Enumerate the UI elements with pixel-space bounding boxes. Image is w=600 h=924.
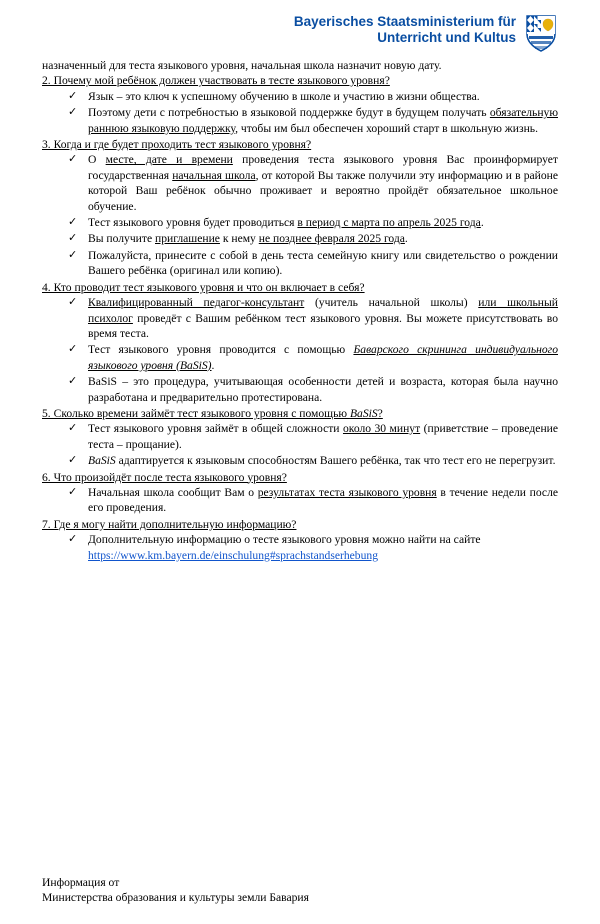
faq-question-q6: 6. Что произойдёт после теста языкового уровня? <box>42 470 287 484</box>
list-item <box>42 152 558 214</box>
text-run: Пожалуйста, принесите с собой в день теста семейную книгу или свидетельство о рождении Вашего ребёнка (оригинал или копию). <box>88 248 558 278</box>
ministry-name <box>294 14 516 47</box>
text-run: О <box>88 153 106 167</box>
list-item <box>42 453 558 468</box>
list-item-text <box>88 216 484 229</box>
check-icon: ✓ <box>68 296 78 309</box>
list-item-text <box>88 375 558 403</box>
text-run: . <box>480 216 484 230</box>
check-icon: ✓ <box>68 375 78 388</box>
list-item-text <box>88 153 558 212</box>
text-run: результатах теста языкового уровня <box>257 485 437 499</box>
info-link[interactable]: https://www.km.bayern.de/einschulung#sprachstandserhebung <box>88 548 378 562</box>
text-run: 5. Сколько времени займёт тест языкового уровня с помощью <box>42 406 350 420</box>
footer-line2: Министерства образования и культуры земли Бавария <box>42 891 309 905</box>
check-icon: ✓ <box>68 216 78 229</box>
ministry-name-line1: Bayerisches Staatsministerium für <box>293 14 516 29</box>
faq-question-q3: 3. Когда и где будет проходить тест языкового уровня? <box>42 138 312 152</box>
text-run: , от которой Вы также получили эту информацию и в районе которой Ваш ребёнок обычно проживает и вероятно пройдёт обязательное школьное обучение. <box>88 168 558 213</box>
check-icon: ✓ <box>68 232 78 245</box>
list-item-text <box>88 533 481 546</box>
faq-answer-list-q5 <box>42 421 558 468</box>
faq-question-q4: 4. Кто проводит тест языкового уровня и что он включает в себя? <box>42 280 365 294</box>
list-item-text <box>88 106 558 134</box>
text-run: Баварского скрининга индивидуального языкового уровня (BaSiS) <box>88 343 558 372</box>
text-run: BaSiS <box>88 454 116 468</box>
check-icon: ✓ <box>68 485 78 498</box>
text-run: Тест языкового уровня проводится с помощью <box>88 343 354 357</box>
list-item-text <box>88 90 480 103</box>
list-item-text <box>88 232 408 245</box>
list-item-text <box>88 454 555 467</box>
list-item <box>42 374 558 405</box>
document-header <box>42 0 558 58</box>
faq-question-q7: 7. Где я могу найти дополнительную информацию? <box>42 517 297 531</box>
list-item-text <box>88 422 558 450</box>
check-icon: ✓ <box>68 106 78 119</box>
text-run: в течение недели после его проведения. <box>88 485 559 515</box>
continued-paragraph: назначенный для теста языкового уровня, начальная школа назначит новую дату. <box>42 59 442 72</box>
text-run: адаптируется к языковым способностям Вашего ребёнка, так что тест его не перегрузит. <box>115 454 556 468</box>
text-run: ? <box>377 406 383 420</box>
text-run: около 30 минут <box>342 422 421 436</box>
text-run: Дополнительную информацию о тесте языкового уровня можно найти на сайте <box>88 533 481 547</box>
list-item-text <box>88 343 558 371</box>
check-icon: ✓ <box>68 248 78 261</box>
list-item <box>42 532 558 563</box>
text-run: Поэтому дети с потребностью в языковой поддержке будут в будущем получать <box>88 106 490 120</box>
check-icon: ✓ <box>68 89 78 102</box>
list-item-text <box>88 296 558 340</box>
list-item-text <box>88 486 558 514</box>
faq-answer-list-q2 <box>42 89 558 136</box>
text-run: к нему <box>219 232 259 246</box>
document-content <box>42 58 558 563</box>
faq-sections <box>42 73 558 563</box>
text-run: . <box>404 232 408 246</box>
text-run: Тест языкового уровня займёт в общей сложности <box>88 422 343 436</box>
text-run: проведёт с Вашим ребёнком тест языкового уровня. Вы можете присутствовать во время теста. <box>88 311 558 340</box>
text-run: BaSiS <box>349 406 378 420</box>
text-run: Вы получите <box>88 232 155 246</box>
faq-answer-list-q4 <box>42 295 558 405</box>
list-item <box>42 421 558 452</box>
text-run: или школьный психолог <box>88 296 559 325</box>
list-item <box>42 89 558 104</box>
text-run: (учитель начальной школы) <box>304 296 479 310</box>
footer-line1: Информация от <box>42 875 120 889</box>
text-run: Начальная школа сообщит Вам о <box>88 485 258 499</box>
text-run: . <box>211 358 215 372</box>
ministry-name-line2: Unterricht und Kultus <box>377 30 516 46</box>
text-run: начальная школа <box>172 168 256 182</box>
check-icon: ✓ <box>68 153 78 166</box>
list-item <box>42 485 558 516</box>
list-item <box>42 295 558 341</box>
faq-answer-list-q6 <box>42 485 558 516</box>
document-footer <box>42 875 309 906</box>
text-run: Тест языкового уровня будет проводиться <box>88 216 298 230</box>
faq-answer-list-q3 <box>42 152 558 278</box>
list-item-text <box>88 249 558 277</box>
list-item <box>42 231 558 246</box>
check-icon: ✓ <box>68 343 78 356</box>
faq-question-q5 <box>42 406 558 421</box>
text-run: в период с марта по апрель 2025 года <box>297 216 481 230</box>
text-run: проведения теста языкового уровня Вас проинформирует государственная <box>88 153 558 182</box>
list-item <box>42 215 558 230</box>
list-item <box>42 342 558 373</box>
bavarian-coat-of-arms-icon <box>524 10 558 54</box>
text-run: не позднее февраля 2025 года <box>258 232 405 246</box>
check-icon: ✓ <box>68 533 78 546</box>
check-icon: ✓ <box>68 422 78 435</box>
text-run: приглашение <box>155 232 220 246</box>
faq-answer-list-q7 <box>42 532 558 563</box>
text-run: BaSiS – это процедура, учитывающая особенности детей и возраста, которая была научно разработана и предварительно протестирована. <box>88 375 558 404</box>
text-run: (приветствие – проведение теста – прощание). <box>88 422 559 451</box>
text-run: , чтобы им был обеспечен хороший старт в школьную жизнь. <box>235 121 538 135</box>
list-item <box>42 248 558 279</box>
text-run: Квалифицированный педагог-консультант <box>88 296 305 310</box>
list-item <box>42 105 558 136</box>
text-run: обязательную раннюю языковую поддержку <box>88 106 558 135</box>
check-icon: ✓ <box>68 454 78 467</box>
text-run: месте, дате и времени <box>105 153 233 167</box>
text-run: Язык – это ключ к успешному обучению в школе и участию в жизни общества. <box>88 89 480 103</box>
faq-question-q2: 2. Почему мой ребёнок должен участвовать в тесте языкового уровня? <box>42 74 390 88</box>
